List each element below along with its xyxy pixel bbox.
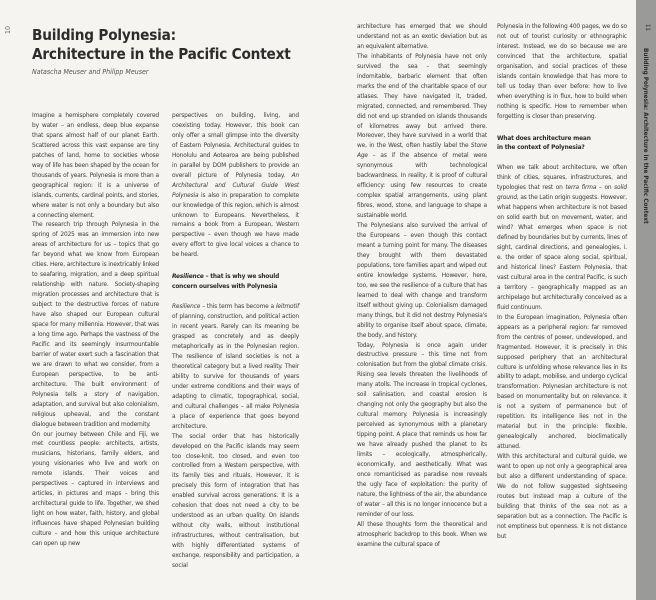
- paragraph: The social order that has historically developed on the Pacific islands may seem too close-knit, too closed, and even too controlled from a Western perspective, with its family ties and rituals. However, it is precisely this form of integration that has enabled survival across generations. It is a cohesion that does not need a city to be understood as an urban quality. On islands without city walls, without institutional infrastructures, without centralisation, but with highly differentiated systems of exchange, responsibility and participation, a social: [172, 431, 299, 569]
- running-head: Building Polynesia: Architecture in the Pacific Context: [642, 48, 650, 224]
- paragraph: On our journey between Chile and Fiji, we met countless people: architects, artists, musicians, historians, family elders, and young visionaries who live and work on remote islands. Their voices and perspectives – captured in interviews and articles, in pictures and maps – bring this architectural guide to life. Together, we shed light on how water, faith, history, and global influences have shaped Polynesian building culture – and how this unique architecture can open up new: [32, 429, 159, 547]
- book-title-italic: An Architectural and Cultural Guide West Polynesia: [172, 170, 299, 199]
- article-title: [32, 26, 291, 64]
- paragraph: Polynesia in the following 400 pages, we do so not out of tourist curiosity or ethnographic interest. Instead, we do so because we are convinced that the architecture, spatial organisation, and social practices of these islands contain knowledge that has more to tell us today than ever before: how to live when everything is in flux, how to build when nothing is specific. How to remember when forgetting is closer than preserving.: [497, 22, 627, 120]
- column-3: [357, 22, 487, 550]
- paragraph: In the European imagination, Polynesia often appears as a peripheral region: far removed from the centres of power, undeveloped, and fragmented. However, it is precisely in this supposed periphery that an architectural culture is unfolding whose relevance lies in its ability to adapt, mobilise, and undergo cyclical transformation. Polynesian architecture is not based on monumentality but on relevance. It is not a system of permanence but of repetition. Its intelligence lies not in the material but in the principle: flexible, genealogically anchored, bioclimatically attuned.: [497, 312, 627, 451]
- title-line-2: Architecture in the Pacific Context: [32, 45, 291, 63]
- paragraph: With this architectural and cultural guide, we want to open up not only a geographical area but also a different understanding of space. We do not follow suggested sightseeing routes but instead map a culture of the building that thinks of the sea not as a separation but as a connection. The Pacific is not emptiness but openness. It is not distance but: [497, 452, 627, 540]
- paragraph: perspectives on building, living, and coexisting today. However, this book can only offer a small glimpse into the diversity of Eastern Polynesia. Architectural guides to Honolulu and Aotearoa are being published in parallel by DOM publishers to provide an overall picture of Polynesia today. An Architectural and Cultural Guide West Polynesia is also in preparation to complete our knowledge of this region, which is almost unknown to Europeans. Nevertheless, it remains a book from a European, Western perspective – even though we have made every effort to give local voices a chance to be heard.: [172, 111, 299, 259]
- page-number-right: 11: [644, 24, 651, 31]
- title-line-1: Building Polynesia:: [32, 26, 176, 44]
- paragraph: Resilience – this term has become a leitmotif of planning, construction, and political action in recent years. Rarely can its meaning be grasped as concretely and as deeply metaphorically as in the Polynesian region. The resilience of island societies is not a theoretical category but a lived reality. Their ability to survive for thousands of years under extreme conditions and their ways of adapting to climatic, topographical, social, and cultural challenges – all make Polynesia a place of experience that goes beyond architecture.: [172, 302, 299, 430]
- paragraph: The inhabitants of Polynesia have not only survived the sea – that seemingly indomitable, barbaric element that often marks the end of the charitable space of our atlases. They have navigated it, traded, migrated, connected, and remembered. They did not end up stranded on islands thousands of kilometres away but arrived there. Moreover, they have survived in a world that we, in the West, often hastily label the Stone Age – as if the absence of metal were synonymous with technological backwardness. In reality, it is proof of cultural efficiency: using few resources to create complex spatial arrangements, using plant fibres, wood, stone, and language to shape a sustainable world.: [357, 51, 487, 220]
- authors: Natascha Meuser and Philipp Meuser: [32, 68, 149, 76]
- section-heading-architecture-meaning: What does architecture mean in the context of Polynesia?: [497, 133, 591, 152]
- column-4: [497, 22, 627, 542]
- section-heading-resilience: Resilience – that is why we should concern ourselves with Polynesia: [172, 272, 280, 291]
- paragraph: The research trip through Polynesia in the spring of 2025 was an immersion into new areas of architecture for us – topics that go far beyond what we know from European cities. Here, architecture is inextricably linked to seafaring, migration, and a deep spiritual relationship with nature. Society-shaping migration processes and architecture that is subject to the destructive forces of nature have also shaped our European cultural space for many millennia. However, that was a long time ago. Perhaps the vastness of the Pacific and its seemingly insurmountable barrier of water exert such a fascination that we are drawn to what we consider, from a European perspective, to be anti-architecture. The built environment of Polynesia tells a story of navigation, adaptation, and survival but also colonialism, religious upheaval, and the constant dialogue between tradition and modernity.: [32, 220, 159, 428]
- column-2: [172, 111, 299, 571]
- paragraph: When we talk about architecture, we often think of cities, squares, infrastructures, and typologies that rest on terra firma – on solid ground, as the Latin origin suggests. However, what happens when architecture is not based on solid earth but on movement, water, and wind? What emerges when space is not defined by boundaries but by currents, lines of sight, cardinal directions, and genealogies, i. e. the order of space along social, spiritual, and historical lines? Eastern Polynesia, that vast cultural area in the central Pacific, is such a territory – geographically mapped as an archipelago but architecturally conceived as a fluid continuum.: [497, 163, 627, 311]
- paragraph: architecture has emerged that we should understand not as an exotic deviation but as an equivalent alternative.: [357, 22, 487, 50]
- paragraph: The Polynesians also survived the arrival of the Europeans – even though this contact meant a turning point for many. The diseases they brought with them devastated populations, tore families apart and wiped out entire knowledge systems. However, here, too, we see the resilience of a culture that has learned to deal with change and transform itself without giving up. Colonialism damaged many things, but it did not destroy Polynesia's ability to organise itself about space, climate, the body, and history.: [357, 221, 487, 339]
- paragraph: All these thoughts form the theoretical and atmospheric backdrop to this book. When we examine the cultural space of: [357, 519, 487, 548]
- paragraph: Today, Polynesia is once again under destructive pressure – this time not from colonisation but from the global climate crisis. Rising sea levels threaten the livelihoods of many atolls. The increase in tropical cyclones, soil salinisation, and coastal erosion is changing not only the geography but also the cultural memory. Polynesia is increasingly perceived as synonymous with a planetary tipping point. A place that reminds us how far we have already pushed the planet to its limits – ecologically, atmospherically, economically, and aesthetically. What was once romanticised as paradise now reveals the ugly face of exploitation: the purity of nature, the lightness of the air, the abundance of water – all this is no longer innocence but a reminder of our loss.: [357, 340, 487, 518]
- paragraph: Imagine a hemisphere completely covered by water – an endless, deep blue expanse that spans almost half of our planet Earth. Scattered across this vast expanse are tiny patches of land, home to societies whose way of life has been shaped by the ocean for thousands of years. Polynesia is more than a geographical region: it is a universe of islands, currents, cardinal points, and stories, where water is not only a boundary but also a connecting element.: [32, 111, 159, 219]
- page-number-left: 10: [4, 25, 12, 34]
- column-1: [32, 111, 159, 549]
